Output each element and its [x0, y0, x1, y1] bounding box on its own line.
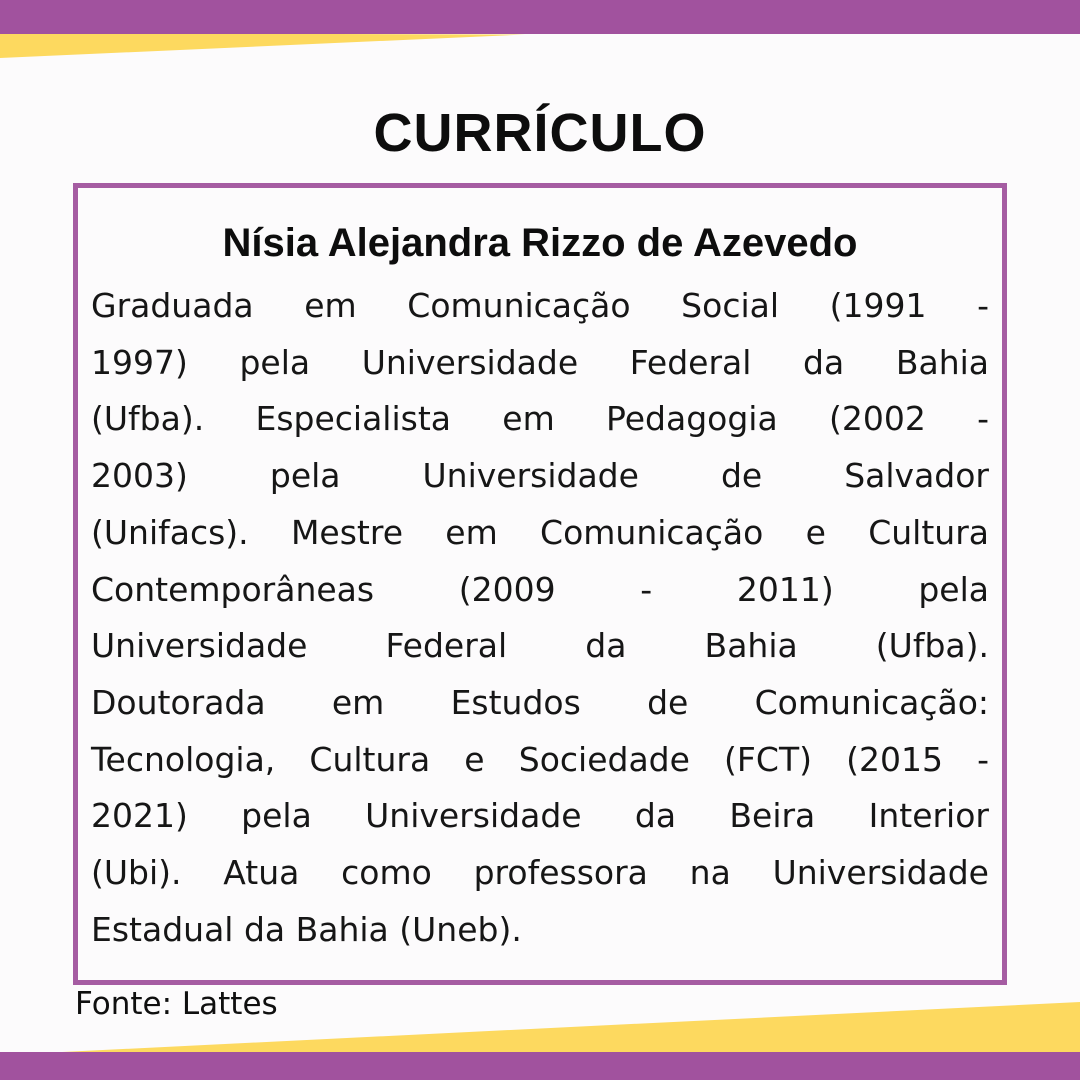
bio-line: 2003) pela Universidade de Salvador — [91, 456, 989, 496]
bio-line: Graduada em Comunicação Social (1991 - — [91, 286, 989, 325]
bio-line: 1997) pela Universidade Federal da Bahia — [91, 342, 989, 382]
top-banner — [0, 0, 1080, 60]
curriculum-card — [73, 183, 1007, 985]
bio-line: Tecnologia, Cultura e Sociedade (FCT) (2015 - — [91, 739, 989, 779]
top-banner-yellow-accent — [0, 33, 525, 58]
bio-line: (Ufba). Especialista em Pedagogia (2002 - — [91, 399, 989, 439]
source-caption: Fonte: Lattes — [75, 986, 278, 1022]
top-banner-purple-stripe — [0, 0, 1080, 34]
bottom-banner-purple-stripe — [0, 1052, 1080, 1080]
bio-line: Estadual da Bahia (Uneb). — [91, 909, 522, 949]
bio-line: Universidade Federal da Bahia (Ufba). — [91, 626, 989, 666]
bio-line: (Unifacs). Mestre em Comunicação e Cultura — [91, 512, 989, 552]
bio-line: 2021) pela Universidade da Beira Interior — [91, 796, 989, 836]
page-title: CURRÍCULO — [373, 103, 707, 163]
bottom-banner — [0, 1000, 1080, 1080]
person-name: Nísia Alejandra Rizzo de Azevedo — [222, 221, 858, 265]
bio-line: Doutorada em Estudos de Comunicação: — [91, 682, 989, 722]
bio-line: (Ubi). Atua como professora na Universidade — [91, 853, 989, 893]
bottom-banner-yellow-accent — [52, 1002, 1080, 1053]
bio-paragraph — [91, 278, 989, 958]
bio-line: Contemporâneas (2009 - 2011) pela — [91, 569, 989, 609]
